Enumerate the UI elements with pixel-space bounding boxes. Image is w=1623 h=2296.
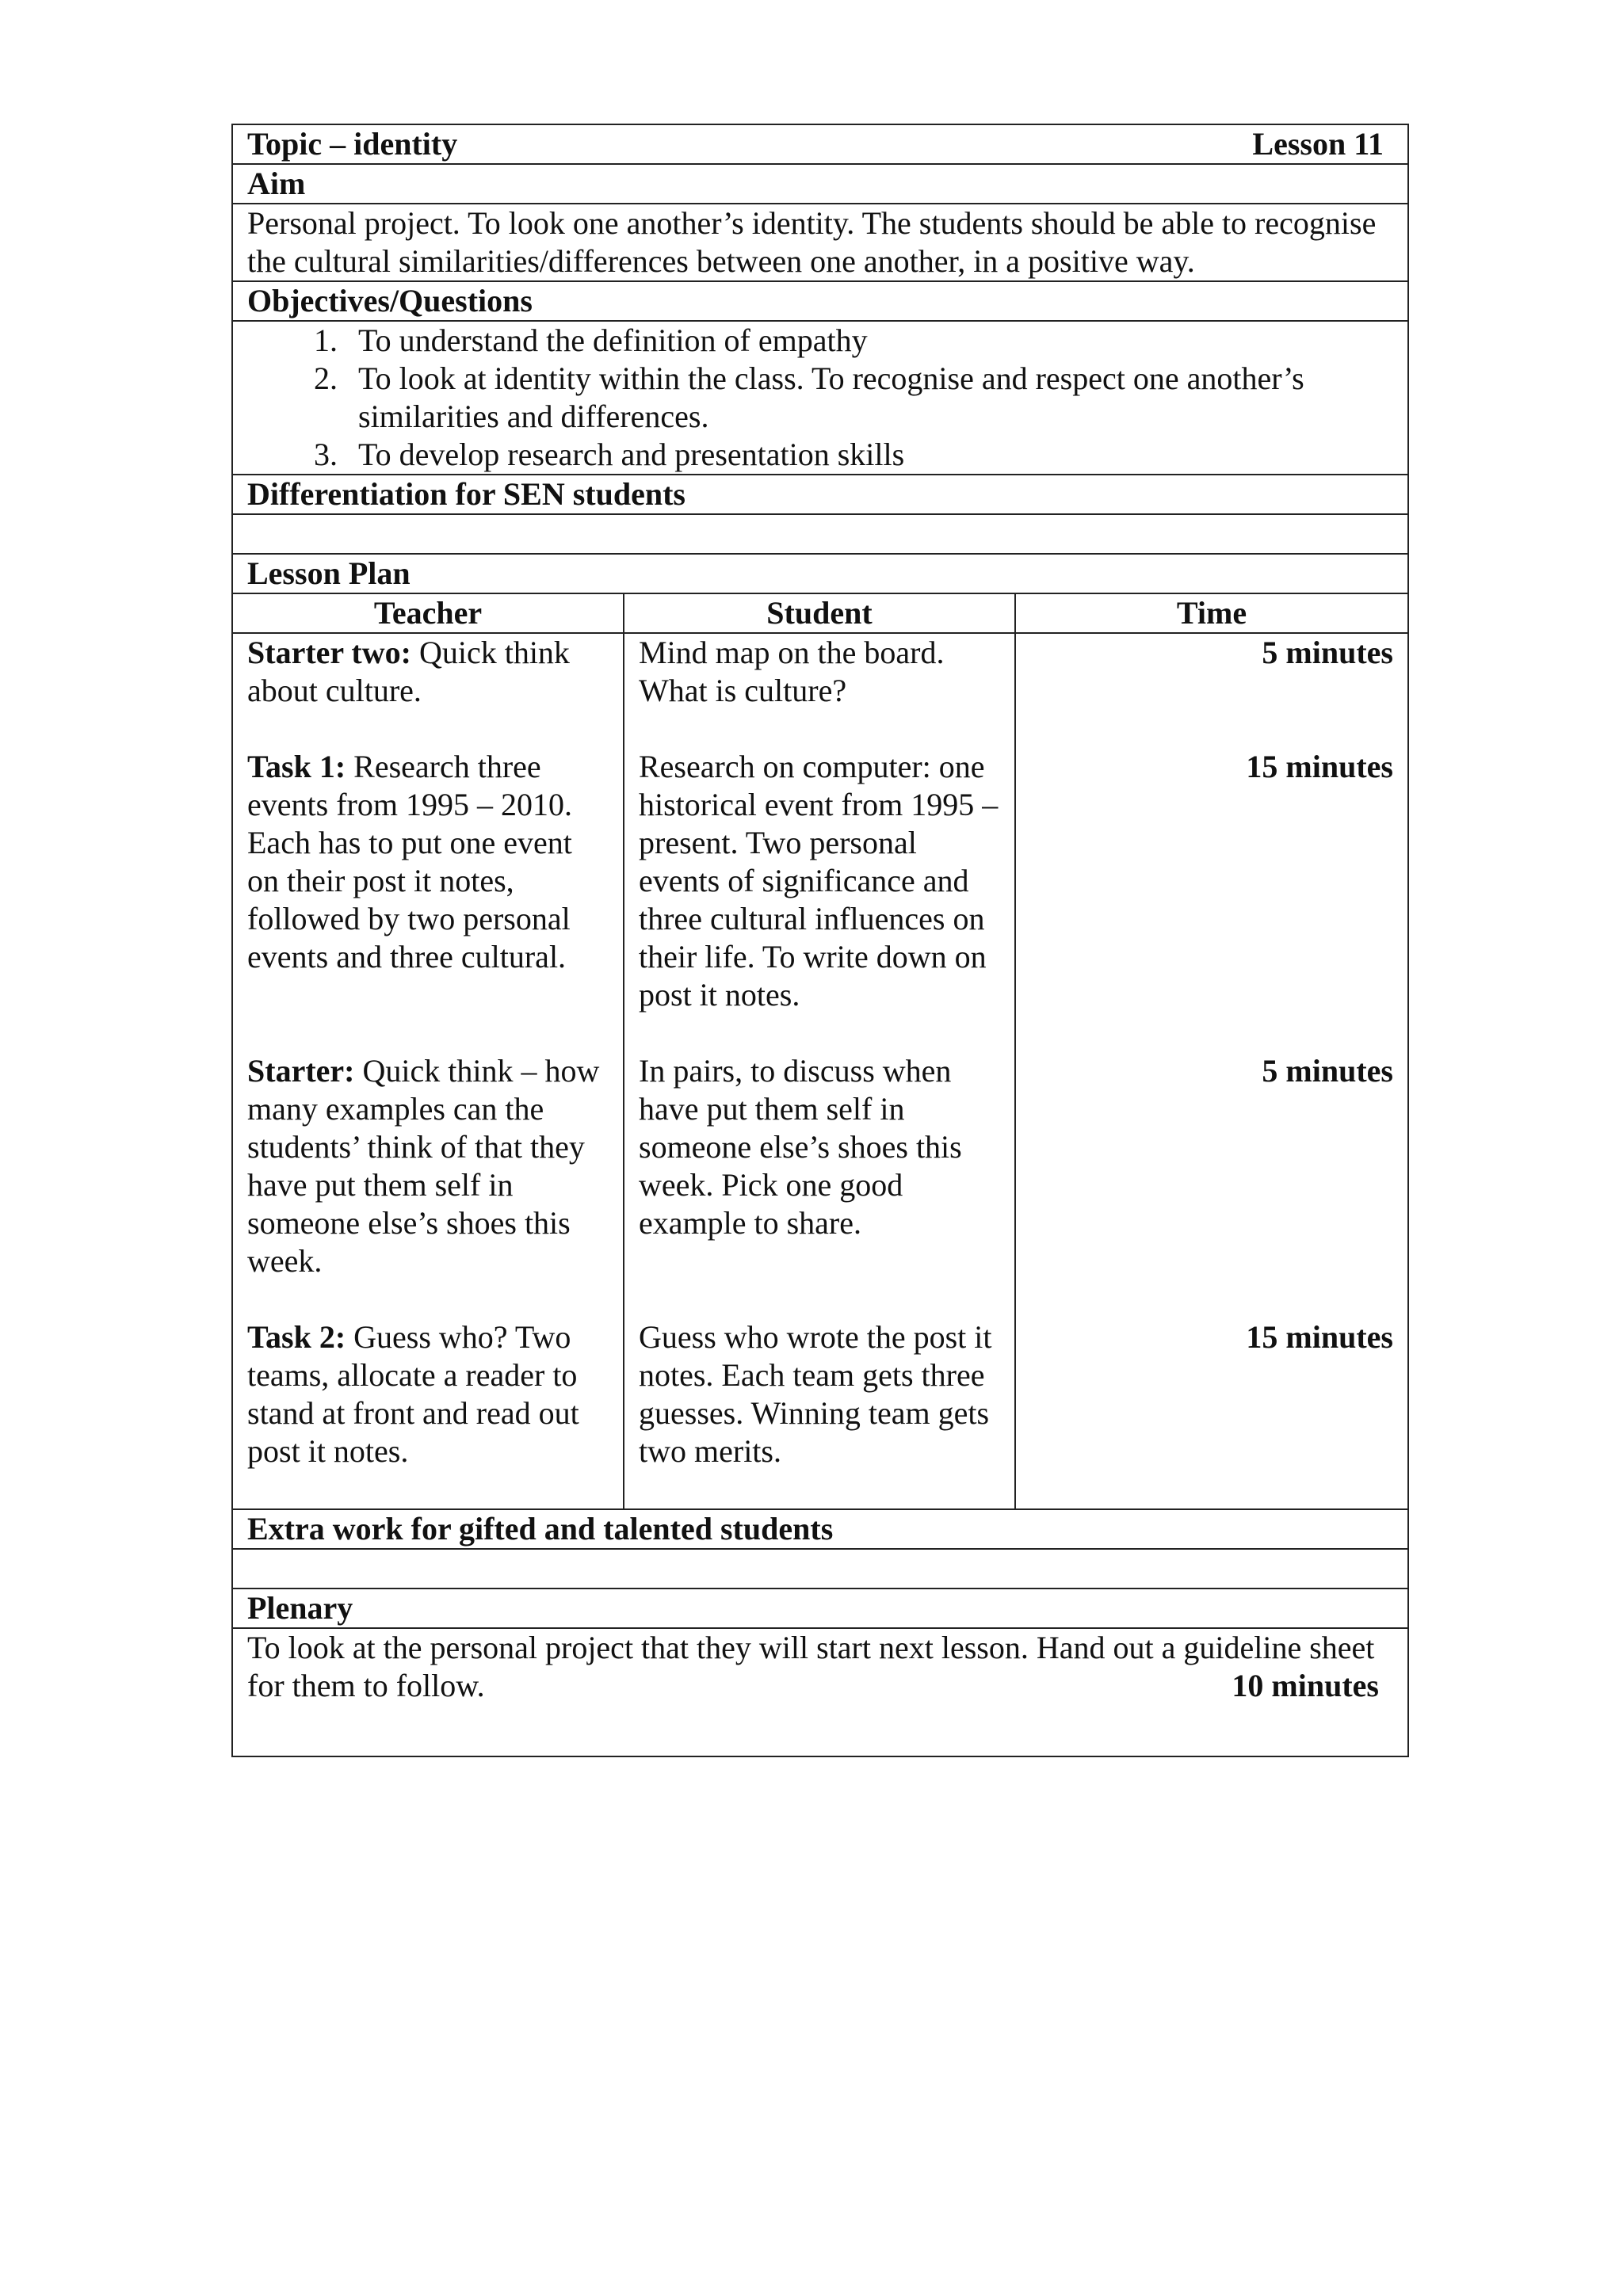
teacher-label: Starter: bbox=[247, 1053, 355, 1089]
teacher-text: Quick think about culture. bbox=[247, 635, 570, 708]
plenary-heading-row bbox=[232, 1589, 1408, 1628]
objective-item: 3. To develop research and presentation skills bbox=[346, 436, 1393, 474]
aim-text-row bbox=[232, 204, 1408, 281]
plenary-heading: Plenary bbox=[232, 1589, 1408, 1628]
topic-row bbox=[232, 124, 1408, 164]
plenary-text-row bbox=[232, 1628, 1408, 1756]
objective-item: 1. To understand the definition of empathy bbox=[346, 322, 1393, 360]
teacher-entry bbox=[247, 1318, 609, 1470]
lesson-plan-table bbox=[231, 124, 1409, 1757]
student-entry: Research on computer: one historical event from 1995 – present. Two personal events of significance and three cultural influences on their life. To write down on post it notes. bbox=[639, 749, 999, 1013]
student-cell bbox=[624, 633, 1015, 1509]
time-entry: 15 minutes bbox=[1246, 1319, 1393, 1355]
topic-title: Topic – identity bbox=[247, 126, 458, 162]
teacher-text: Quick think – how many examples can the students’ think of that they have put them self in someone else’s shoes this week. bbox=[247, 1053, 600, 1279]
objective-item: 2. To look at identity within the class. To recognise and respect one another’s similarities and differences. bbox=[346, 360, 1393, 436]
objectives-heading-row bbox=[232, 281, 1408, 321]
time-entry: 5 minutes bbox=[1262, 1053, 1393, 1089]
teacher-entry bbox=[247, 634, 609, 710]
teacher-text: Guess who? Two teams, allocate a reader to stand at front and read out post it notes. bbox=[247, 1319, 579, 1469]
column-header-row bbox=[232, 593, 1408, 633]
time-entry: 15 minutes bbox=[1246, 749, 1393, 784]
differentiation-heading-row bbox=[232, 475, 1408, 514]
plenary-cell bbox=[232, 1628, 1408, 1756]
lesson-plan-heading: Lesson Plan bbox=[232, 554, 1408, 593]
activities-row bbox=[232, 633, 1408, 1509]
plenary-text: To look at the personal project that they will start next lesson. Hand out a guideline sheet for them to follow. bbox=[247, 1630, 1375, 1703]
extra-work-blank-cell bbox=[232, 1549, 1408, 1589]
extra-work-heading: Extra work for gifted and talented students bbox=[232, 1509, 1408, 1549]
lesson-plan-sheet bbox=[231, 124, 1407, 1757]
time-entry: 5 minutes bbox=[1262, 635, 1393, 670]
teacher-label: Task 2: bbox=[247, 1319, 346, 1355]
objectives-list bbox=[247, 322, 1393, 474]
teacher-entry bbox=[247, 1052, 609, 1280]
extra-work-empty-row bbox=[232, 1549, 1408, 1589]
plenary-time: 10 minutes bbox=[1232, 1668, 1379, 1703]
differentiation-blank-cell bbox=[232, 514, 1408, 554]
differentiation-empty-row bbox=[232, 514, 1408, 554]
differentiation-heading: Differentiation for SEN students bbox=[232, 475, 1408, 514]
lesson-plan-heading-row bbox=[232, 554, 1408, 593]
student-entry: Mind map on the board. What is culture? bbox=[639, 635, 945, 708]
column-header-teacher: Teacher bbox=[232, 593, 624, 633]
aim-heading: Aim bbox=[232, 164, 1408, 204]
student-entry: In pairs, to discuss when have put them self in someone else’s shoes this week. Pick one good example to share. bbox=[639, 1053, 962, 1241]
teacher-label: Task 1: bbox=[247, 749, 346, 784]
teacher-cell bbox=[232, 633, 624, 1509]
aim-heading-row bbox=[232, 164, 1408, 204]
teacher-text: Research three events from 1995 – 2010. Each has to put one event on their post it notes, followed by two personal events and three cultural. bbox=[247, 749, 572, 974]
extra-work-heading-row bbox=[232, 1509, 1408, 1549]
lesson-number: Lesson 11 bbox=[1252, 126, 1384, 162]
objectives-heading: Objectives/Questions bbox=[232, 281, 1408, 321]
time-cell bbox=[1015, 633, 1408, 1509]
column-header-student: Student bbox=[624, 593, 1015, 633]
objectives-list-row bbox=[232, 321, 1408, 475]
teacher-entry bbox=[247, 748, 609, 976]
student-entry: Guess who wrote the post it notes. Each team gets three guesses. Winning team gets two merits. bbox=[639, 1319, 992, 1469]
aim-text: Personal project. To look one another’s identity. The students should be able to recognise the cultural similarities/differences between one another, in a positive way. bbox=[232, 204, 1408, 281]
column-header-time: Time bbox=[1015, 593, 1408, 633]
teacher-label: Starter two: bbox=[247, 635, 411, 670]
